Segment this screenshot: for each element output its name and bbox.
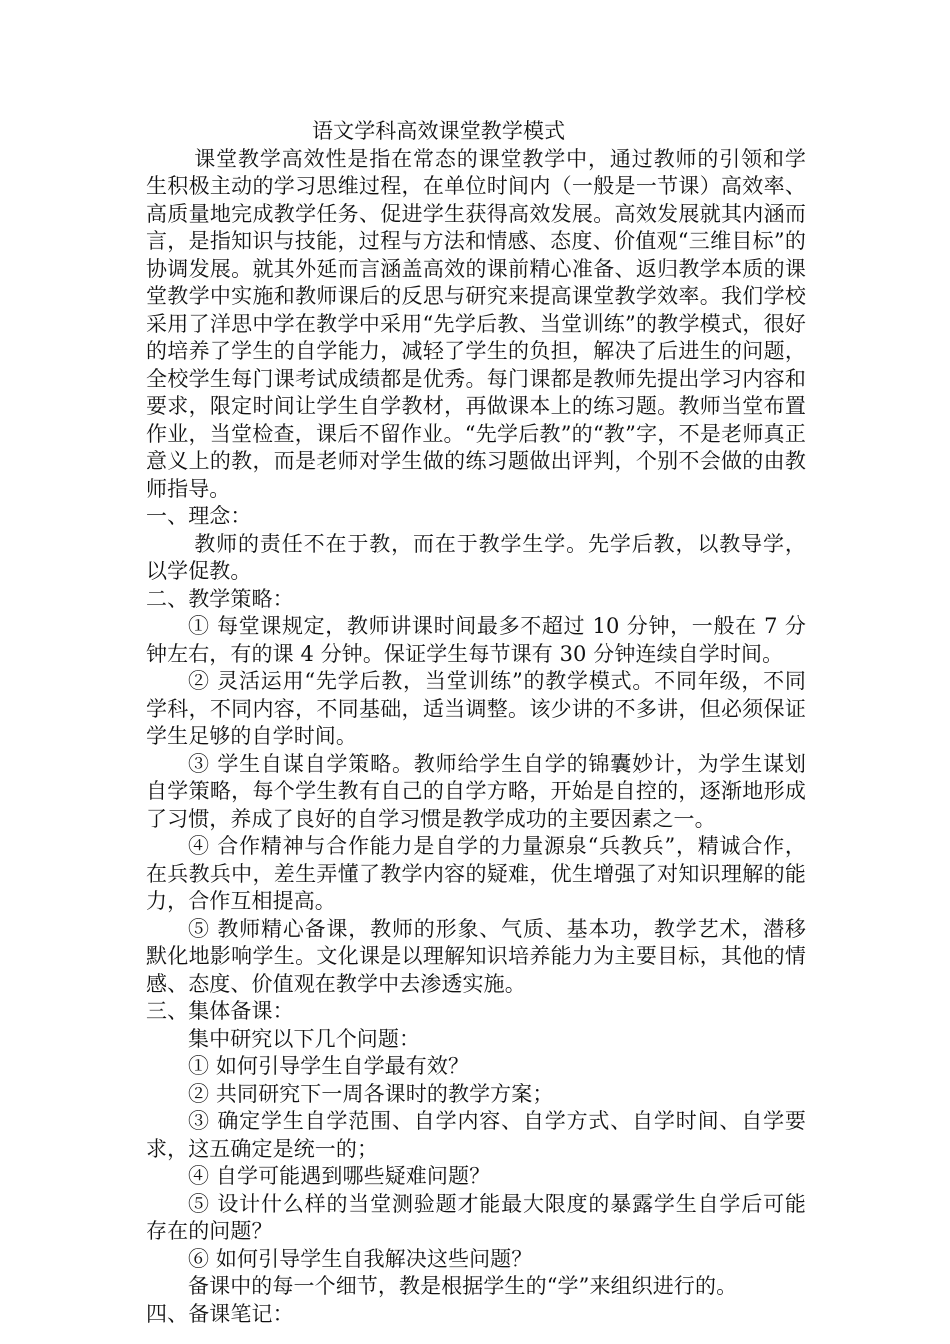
- collective-prep-item: ① 如何引导学生自学最有效？: [188, 1054, 470, 1078]
- collective-prep-item: ④ 自学可能遇到哪些疑难问题？: [188, 1164, 491, 1188]
- collective-prep-item: ② 共同研究下一周各课时的教学方案；: [188, 1081, 554, 1106]
- strategy-item: ③ 学生自谋自学策略。教师给学生自学的锦囊妙计，为学生谋划自学策略，每个学生教有自己的自学方略，开始是自控的，逐渐地形成了习惯，养成了良好的自学习惯是教学成功的主要因素之一。: [146, 751, 806, 831]
- section-heading-strategy: 二、教学策略：: [146, 586, 294, 611]
- collective-prep-closing: 备课中的每一个细节，教是根据学生的“学”来组织进行的。: [188, 1274, 738, 1298]
- collective-prep-lead: 集中研究以下几个问题：: [188, 1026, 421, 1051]
- intro-paragraph: 课堂教学高效性是指在常态的课堂教学中，通过教师的引领和学生积极主动的学习思维过程，在单位时间内（一般是一节课）高效率、高质量地完成教学任务、促进学生获得高效发展。高效发展就其内涵而言，是指知识与技能，过程与方法和情感、态度、价值观“三维目标”的协调发展。就其外延而言涵盖高效的课前精心准备、返归教学本质的课堂教学中实施和教师课后的反思与研究来提高课堂教学效率。我们学校采用了洋思中学在教学中采用“先学后教、当堂训练”的教学模式，很好的培养了学生的自学能力，减轻了学生的负担，解决了后进生的问题，全校学生每门课考试成绩都是优秀。每门课都是教师先提出学习内容和要求，限定时间让学生自学教材，再做课本上的练习题。教师当堂布置作业，当堂检查，课后不留作业。“先学后教”的“教”字，不是老师真正意义上的教，而是老师对学生做的练习题做出评判，个别不会做的由教师指导。: [146, 146, 806, 501]
- section-heading-collective-prep: 三、集体备课：: [146, 999, 294, 1023]
- collective-prep-item: ⑥ 如何引导学生自我解决这些问题？: [188, 1246, 533, 1271]
- collective-prep-item: ⑤ 设计什么样的当堂测验题才能最大限度的暴露学生自学后可能存在的问题？: [146, 1191, 806, 1243]
- section-heading-prep-notes: 四、备课笔记：: [146, 1301, 294, 1326]
- strategy-item: ④ 合作精神与合作能力是自学的力量源泉“兵教兵”，精诚合作，在兵教兵中，差生弄懂了教学内容的疑难，优生增强了对知识理解的能力，合作互相提高。: [146, 834, 806, 913]
- strategy-item: ② 灵活运用“先学后教，当堂训练”的教学模式。不同年级，不同学科，不同内容，不同基础，适当调整。该少讲的不多讲，但必须保证学生足够的自学时间。: [146, 669, 806, 748]
- section-heading-concept: 一、理念：: [146, 504, 252, 528]
- concept-paragraph: 教师的责任不在于教，而在于教学生学。先学后教，以教导学，以学促教。: [146, 531, 806, 583]
- document-page: [146, 118, 806, 1328]
- strategy-item: ① 每堂课规定，教师讲课时间最多不超过 10 分钟，一般在 7 分钟左右，有的课 4 分钟。保证学生每节课有 30 分钟连续自学时间。: [146, 614, 806, 666]
- collective-prep-item: ③ 确定学生自学范围、自学内容、自学方式、自学时间、自学要求，这五确定是统一的；: [146, 1109, 806, 1161]
- document-title: 语文学科高效课堂教学模式: [312, 119, 566, 143]
- strategy-item: ⑤ 教师精心备课，教师的形象、气质、基本功，教学艺术，潜移默化地影响学生。文化课是以理解知识培养能力为主要目标，其他的情感、态度、价值观在教学中去渗透实施。: [146, 916, 806, 996]
